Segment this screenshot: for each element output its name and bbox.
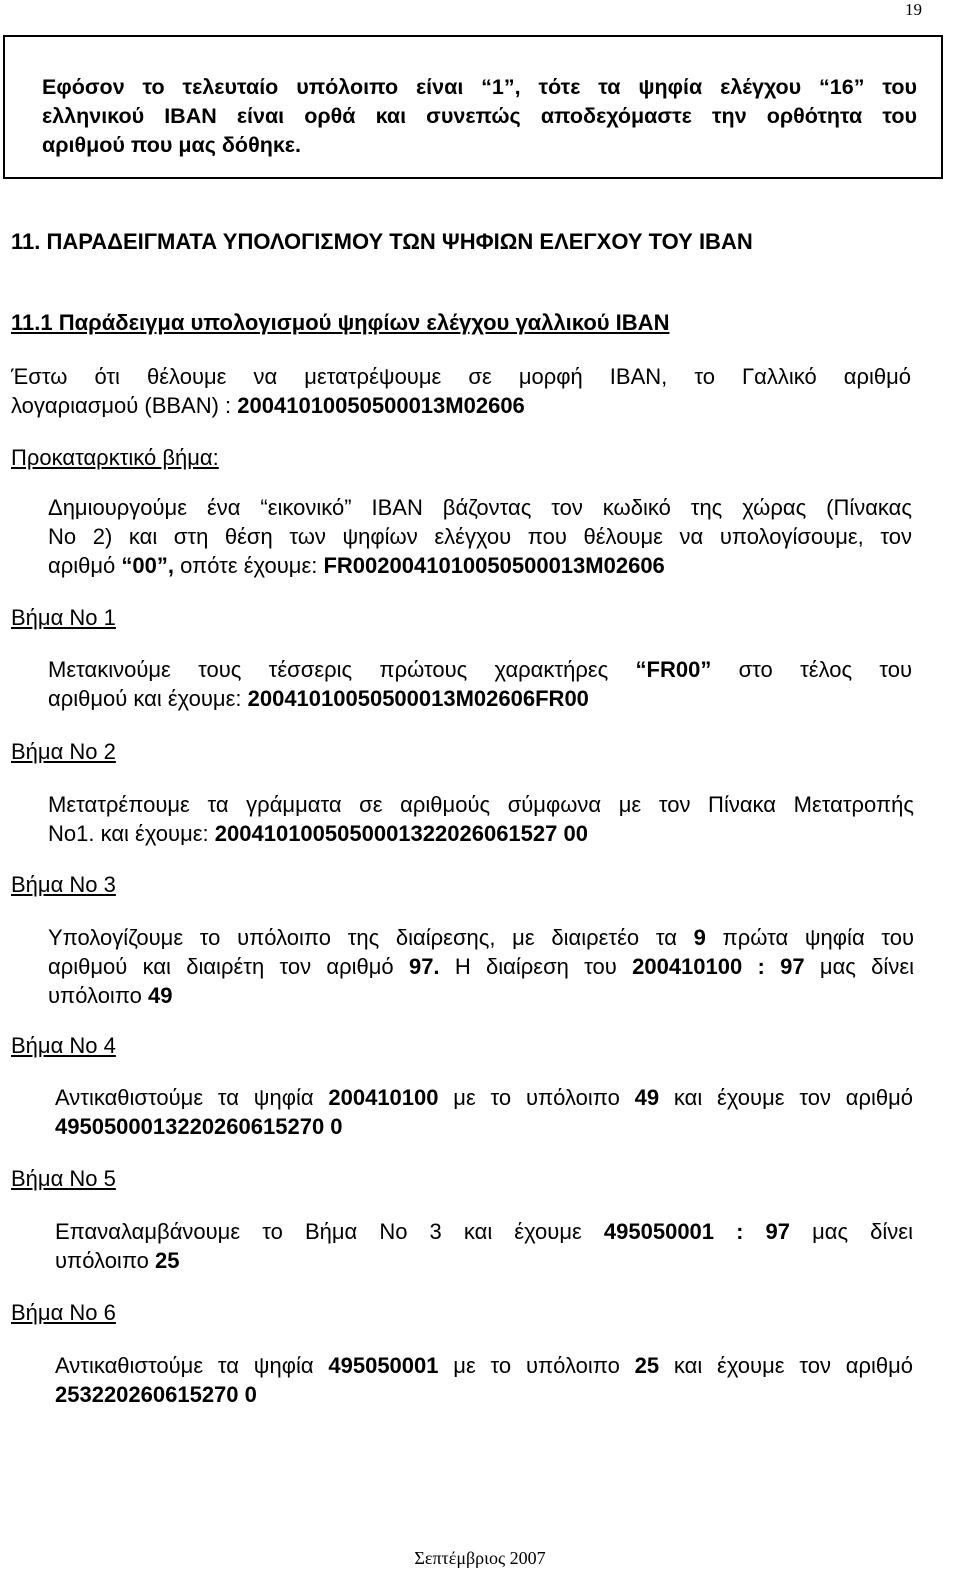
step-6-paragraph	[55, 1351, 913, 1409]
step-6-line-1-prefix: Αντικαθιστούμε τα ψηφία	[55, 1353, 329, 1378]
placeholder-check-digits: “00”,	[121, 553, 174, 578]
step-3-line-1-prefix: Υπολογίζουμε το υπόλοιπο της διαίρεσης, με διαιρετέο τα	[48, 925, 694, 950]
page-footer-date: Σεπτέμβριος 2007	[414, 1548, 546, 1568]
step-4-line-1-mid: με το υπόλοιπο	[438, 1085, 635, 1110]
step-3-line-2-suffix: μας δίνει	[804, 954, 915, 979]
step-1-line-1-suffix: στο τέλος του	[711, 657, 912, 682]
preliminary-line-2: Νο 2) και στη θέση των ψηφίων ελέγχου που θέλουμε να υπολογίσουμε, τον	[48, 524, 912, 549]
step-3-label: Βήμα Νο 3	[11, 872, 116, 897]
step-3-line-3-prefix: υπόλοιπο	[48, 983, 149, 1008]
step-1-result: 20041010050500013M02606FR00	[247, 686, 589, 711]
step-4-result: 4950500013220260615270 0	[55, 1114, 343, 1139]
preliminary-line-3-prefix: αριθμό	[48, 553, 122, 578]
preliminary-line-1: Δημιουργούμε ένα “εικονικό” IBAN βάζοντας τον κωδικό της χώρας (Πίνακας	[48, 495, 912, 520]
step-1-line-2-prefix: αριθμού και έχουμε:	[48, 686, 248, 711]
step-2-label: Βήμα Νο 2	[11, 739, 116, 764]
step-6-result: 253220260615270 0	[55, 1382, 257, 1407]
step-4-remainder: 49	[634, 1085, 660, 1110]
conclusion-callout-box	[3, 35, 943, 179]
preliminary-step-label: Προκαταρκτικό βήμα:	[11, 445, 219, 470]
callout-line-3: αριθμού που μας δόθηκε.	[42, 133, 301, 157]
virtual-iban-value: FR0020041010050500013M02606	[323, 553, 665, 578]
bban-value: 20041010050500013M02606	[237, 393, 525, 418]
step-3-paragraph	[48, 923, 914, 1010]
step-5-line-2-prefix: υπόλοιπο	[55, 1248, 156, 1273]
step-5-remainder: 25	[155, 1248, 180, 1273]
step-3-line-2-prefix: αριθμού και διαιρέτη τον αριθμό	[48, 954, 409, 979]
step-1-label: Βήμα Νο 1	[11, 605, 116, 630]
step-4-line-1-suffix: και έχουμε τον αριθμό	[659, 1085, 914, 1110]
step-5-line-1-suffix: μας δίνει	[790, 1219, 913, 1244]
step-4-line-1-prefix: Αντικαθιστούμε τα ψηφία	[55, 1085, 329, 1110]
step-6-label: Βήμα Νο 6	[11, 1300, 116, 1325]
step-1-moved-chars: “FR00”	[635, 657, 712, 682]
step-2-result: 2004101005050001322026061527 00	[214, 821, 588, 846]
step-6-replaced-digits: 495050001	[328, 1353, 439, 1378]
step-3-line-1-suffix: πρώτα ψηφία του	[705, 925, 914, 950]
step-5-line-1-prefix: Επαναλαμβάνουμε το Βήμα Νο 3 και έχουμε	[55, 1219, 604, 1244]
step-4-paragraph	[55, 1083, 913, 1141]
step-5-division: 495050001 : 97	[603, 1219, 790, 1244]
step-3-division: 200410100 : 97	[632, 954, 805, 979]
step-6-line-1-mid: με το υπόλοιπο	[438, 1353, 635, 1378]
step-3-divisor: 97.	[408, 954, 440, 979]
callout-line-2: ελληνικού IBAN είναι ορθά και συνεπώς αποδεχόμαστε την ορθότητα του	[42, 104, 917, 128]
step-6-remainder: 25	[634, 1353, 660, 1378]
preliminary-line-3-mid: οπότε έχουμε:	[173, 553, 324, 578]
step-3-digit-count: 9	[693, 925, 706, 950]
step-4-replaced-digits: 200410100	[328, 1085, 439, 1110]
page-number: 19	[905, 0, 922, 19]
subsection-heading: 11.1 Παράδειγμα υπολογισμού ψηφίων ελέγχου γαλλικού IBAN	[11, 310, 670, 335]
step-1-paragraph	[48, 655, 912, 713]
step-5-label: Βήμα Νο 5	[11, 1166, 116, 1191]
step-2-line-2-prefix: Νο1. και έχουμε:	[48, 821, 215, 846]
callout-line-1: Εφόσον το τελευταίο υπόλοιπο είναι “1”, τότε τα ψηφία ελέγχου “16” του	[42, 75, 917, 99]
step-4-label: Βήμα Νο 4	[11, 1033, 116, 1058]
step-3-remainder: 49	[148, 983, 173, 1008]
step-6-line-1-suffix: και έχουμε τον αριθμό	[659, 1353, 914, 1378]
step-2-paragraph	[48, 790, 914, 848]
intro-line-2-prefix: λογαριασμού (BBAN) :	[11, 393, 238, 418]
step-1-line-1-prefix: Μετακινούμε τους τέσσερις πρώτους χαρακτήρες	[48, 657, 636, 682]
preliminary-paragraph	[48, 493, 912, 580]
step-3-line-2-mid: Η διαίρεση του	[439, 954, 633, 979]
section-heading: 11. ΠΑΡΑΔΕΙΓΜΑΤΑ ΥΠΟΛΟΓΙΣΜΟΥ ΤΩΝ ΨΗΦΙΩΝ ΕΛΕΓΧΟΥ ΤΟΥ IBAN	[11, 229, 753, 254]
intro-paragraph	[11, 362, 911, 420]
intro-line-1: Έστω ότι θέλουμε να μετατρέψουμε σε μορφή IBAN, το Γαλλικό αριθμό	[11, 364, 911, 389]
step-2-line-1: Μετατρέπουμε τα γράμματα σε αριθμούς σύμφωνα με τον Πίνακα Μετατροπής	[48, 792, 914, 817]
step-5-paragraph	[55, 1217, 913, 1275]
